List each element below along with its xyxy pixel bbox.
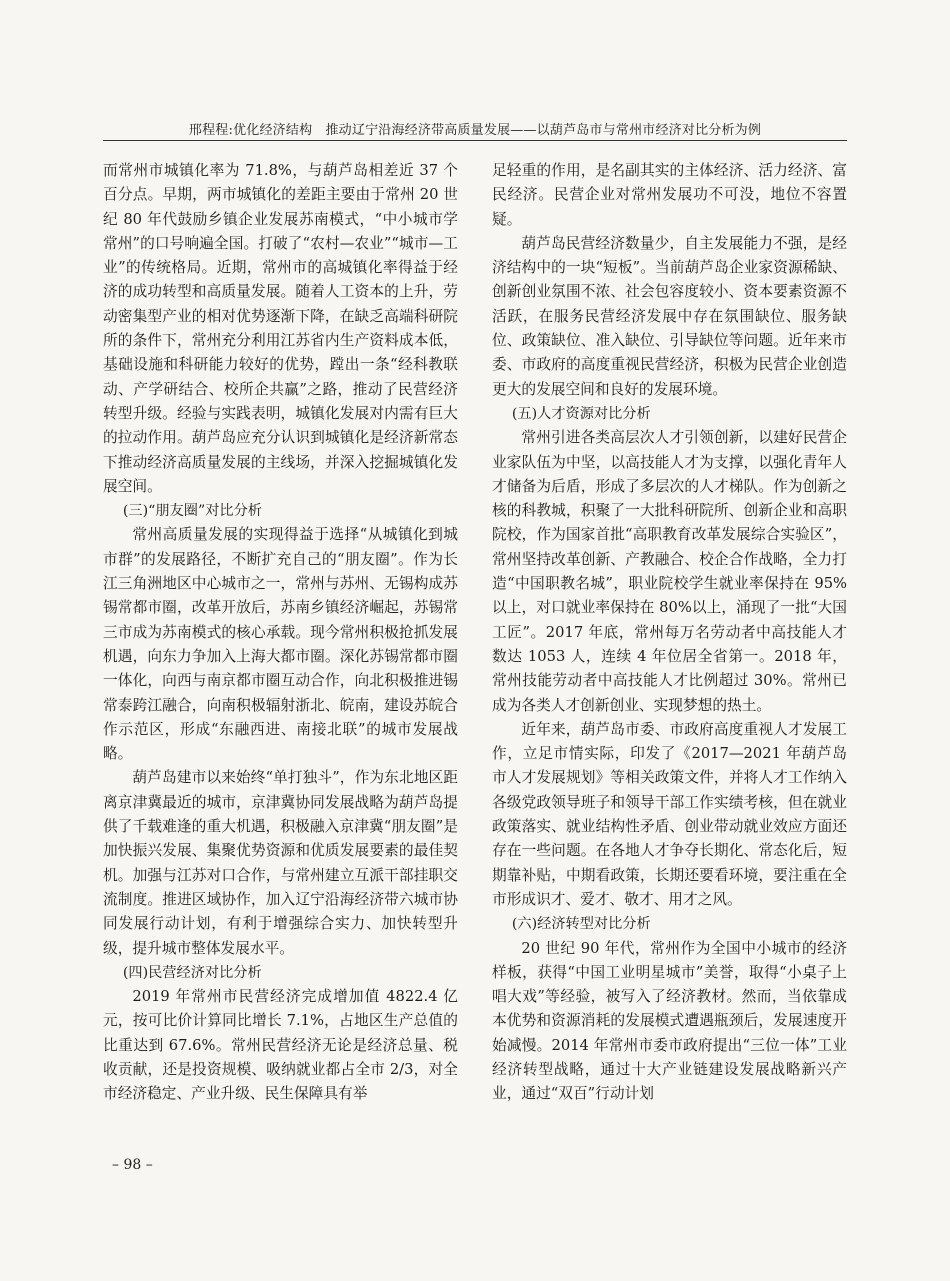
paragraph: 常州高质量发展的实现得益于选择“从城镇化到城市群”的发展路径，不断扩充自己的“朋友圈”。作为长江三角洲地区中心城市之一，常州与苏州、无锡构成苏锡常都市圈，改革开放后，苏南乡镇经济崛起，苏锡常三市成为苏南模式的核心承载。现今常州积极抢抓发展机遇，向东力争加入上海大都市圈。深化苏锡常都市圈一体化，向西与南京都市圈互动合作，向北积极推进锡常泰跨江融合，向南积极辐射浙北、皖南，建设苏皖合作示范区，形成“东融西进、南接北联”的城市发展战略。 xyxy=(103,526,458,763)
header-rule xyxy=(103,140,847,141)
paragraph: 常州引进各类高层次人才引领创新，以建好民营企业家队伍为中坚，以高技能人才为支撑，以强化青年人才储备为后盾，形成了多层次的人才梯队。作为创新之核的科教城，积聚了一大批科研院所、创新企业和高职院校，作为国家首批“高职教育改革发展综合实验区”，常州坚持改革创新、产教融合、校企合作战略，全力打造“中国职教名城”，职业院校学生就业率保持在 95%以上，对口就业率保持在 80%以上，涌现了一批“大国工匠”。2017 年底，常州每万名劳动者中高技能人才数达 1053 人，连续 4 年位居全省第一。2018 年，常州技能劳动者中高技能人才比例超过 30%。常州已成为各类人才创新创业、实现梦想的热土。 xyxy=(492,429,847,714)
paragraph: 20 世纪 90 年代，常州作为全国中小城市的经济样板，获得“中国工业明星城市”美誉，取得“小桌子上唱大戏”等经验，被写入了经济教材。然而，当依靠成本优势和资源消耗的发展模式遭遇瓶颈后，发展速度开始减慢。2014 年常州市委市政府提出“三位一体”工业经济转型战略，通过十大产业链建设发展战略新兴产业，通过“双百”行动计划 xyxy=(492,939,847,1103)
section-heading-4: (四)民营经济对比分析 xyxy=(122,964,262,981)
paragraph: 2019 年常州市民营经济完成增加值 4822.4 亿元，按可比价计算同比增长 7.1%，占地区生产总值的比重达到 67.6%。常州民营经济无论是经济总量、税收贡献，还是投资规模、吸纳就业都占全市 2/3，对全市经济稳定、产业升级、民生保障具有举 xyxy=(103,988,458,1103)
section-heading-6: (六)经济转型对比分析 xyxy=(511,916,651,933)
paragraph: 足轻重的作用，是名副其实的主体经济、活力经济、富民经济。民营企业对常州发展功不可没，地位不容置疑。 xyxy=(492,162,847,228)
page-number: – 98 – xyxy=(112,1157,153,1173)
paragraph: 而常州市城镇化率为 71.8%，与葫芦岛相差近 37 个百分点。早期，两市城镇化的差距主要由于常州 20 世纪 80 年代鼓励乡镇企业发展苏南模式，“中小城市学常州”的口号响遍全国。打破了“农村—农业”“城市—工业”的传统格局。近期，常州市的高城镇化率得益于经济的成功转型和高质量发展。随着人工资本的上升，劳动密集型产业的相对优势逐渐下降，在缺乏高端科研院所的条件下，常州充分利用江苏省内生产资料成本低，基础设施和科研能力较好的优势，蹚出一条“经科教联动、产学研结合、校所企共赢”之路，推动了民营经济转型升级。经验与实践表明，城镇化发展对内需有巨大的拉动作用。葫芦岛应充分认识到城镇化是经济新常态下推动经济高质量发展的主线场，并深入挖掘城镇化发展空间。 xyxy=(103,162,458,495)
left-column xyxy=(103,159,458,1107)
running-header: 邢程程:优化经济结构 推动辽宁沿海经济带高质量发展——以葫芦岛市与常州市经济对比分析为例 xyxy=(188,123,762,138)
paragraph: 葫芦岛建市以来始终“单打独斗”，作为东北地区距离京津冀最近的城市，京津冀协同发展战略为葫芦岛提供了千载难逢的重大机遇，积极融入京津冀“朋友圈”是加快振兴发展、集聚优势资源和优质发展要素的最佳契机。加强与江苏对口合作，与常州建立互派干部挂职交流制度。推进区域协作，加入辽宁沿海经济带六城市协同发展行动计划，有利于增强综合实力、加快转型升级，提升城市整体发展水平。 xyxy=(103,769,458,957)
section-heading-3: (三)“朋友圈”对比分析 xyxy=(122,503,262,520)
paragraph: 葫芦岛民营经济数量少，自主发展能力不强，是经济结构中的一块“短板”。当前葫芦岛企业家资源稀缺、创新创业氛围不浓、社会包容度较小、资本要素资源不活跃，在服务民营经济发展中存在氛围缺位、服务缺位、政策缺位、准入缺位、引导缺位等问题。近年来市委、市政府的高度重视民营经济，积极为民营企业创造更大的发展空间和良好的发展环境。 xyxy=(492,234,847,398)
right-column xyxy=(492,159,847,1107)
section-heading-5: (五)人才资源对比分析 xyxy=(511,405,651,422)
paragraph: 近年来，葫芦岛市委、市政府高度重视人才发展工作，立足市情实际，印发了《2017—2021 年葫芦岛市人才发展规划》等相关政策文件，并将人才工作纳入各级党政领导班子和领导干部工作实绩考核，但在就业政策落实、就业结构性矛盾、创业带动就业效应方面还存在一些问题。在各地人才争夺长期化、常态化后，短期靠补贴，中期看政策，长期还要看环境，要注重在全市形成识才、爱才、敬才、用才之风。 xyxy=(492,720,847,908)
